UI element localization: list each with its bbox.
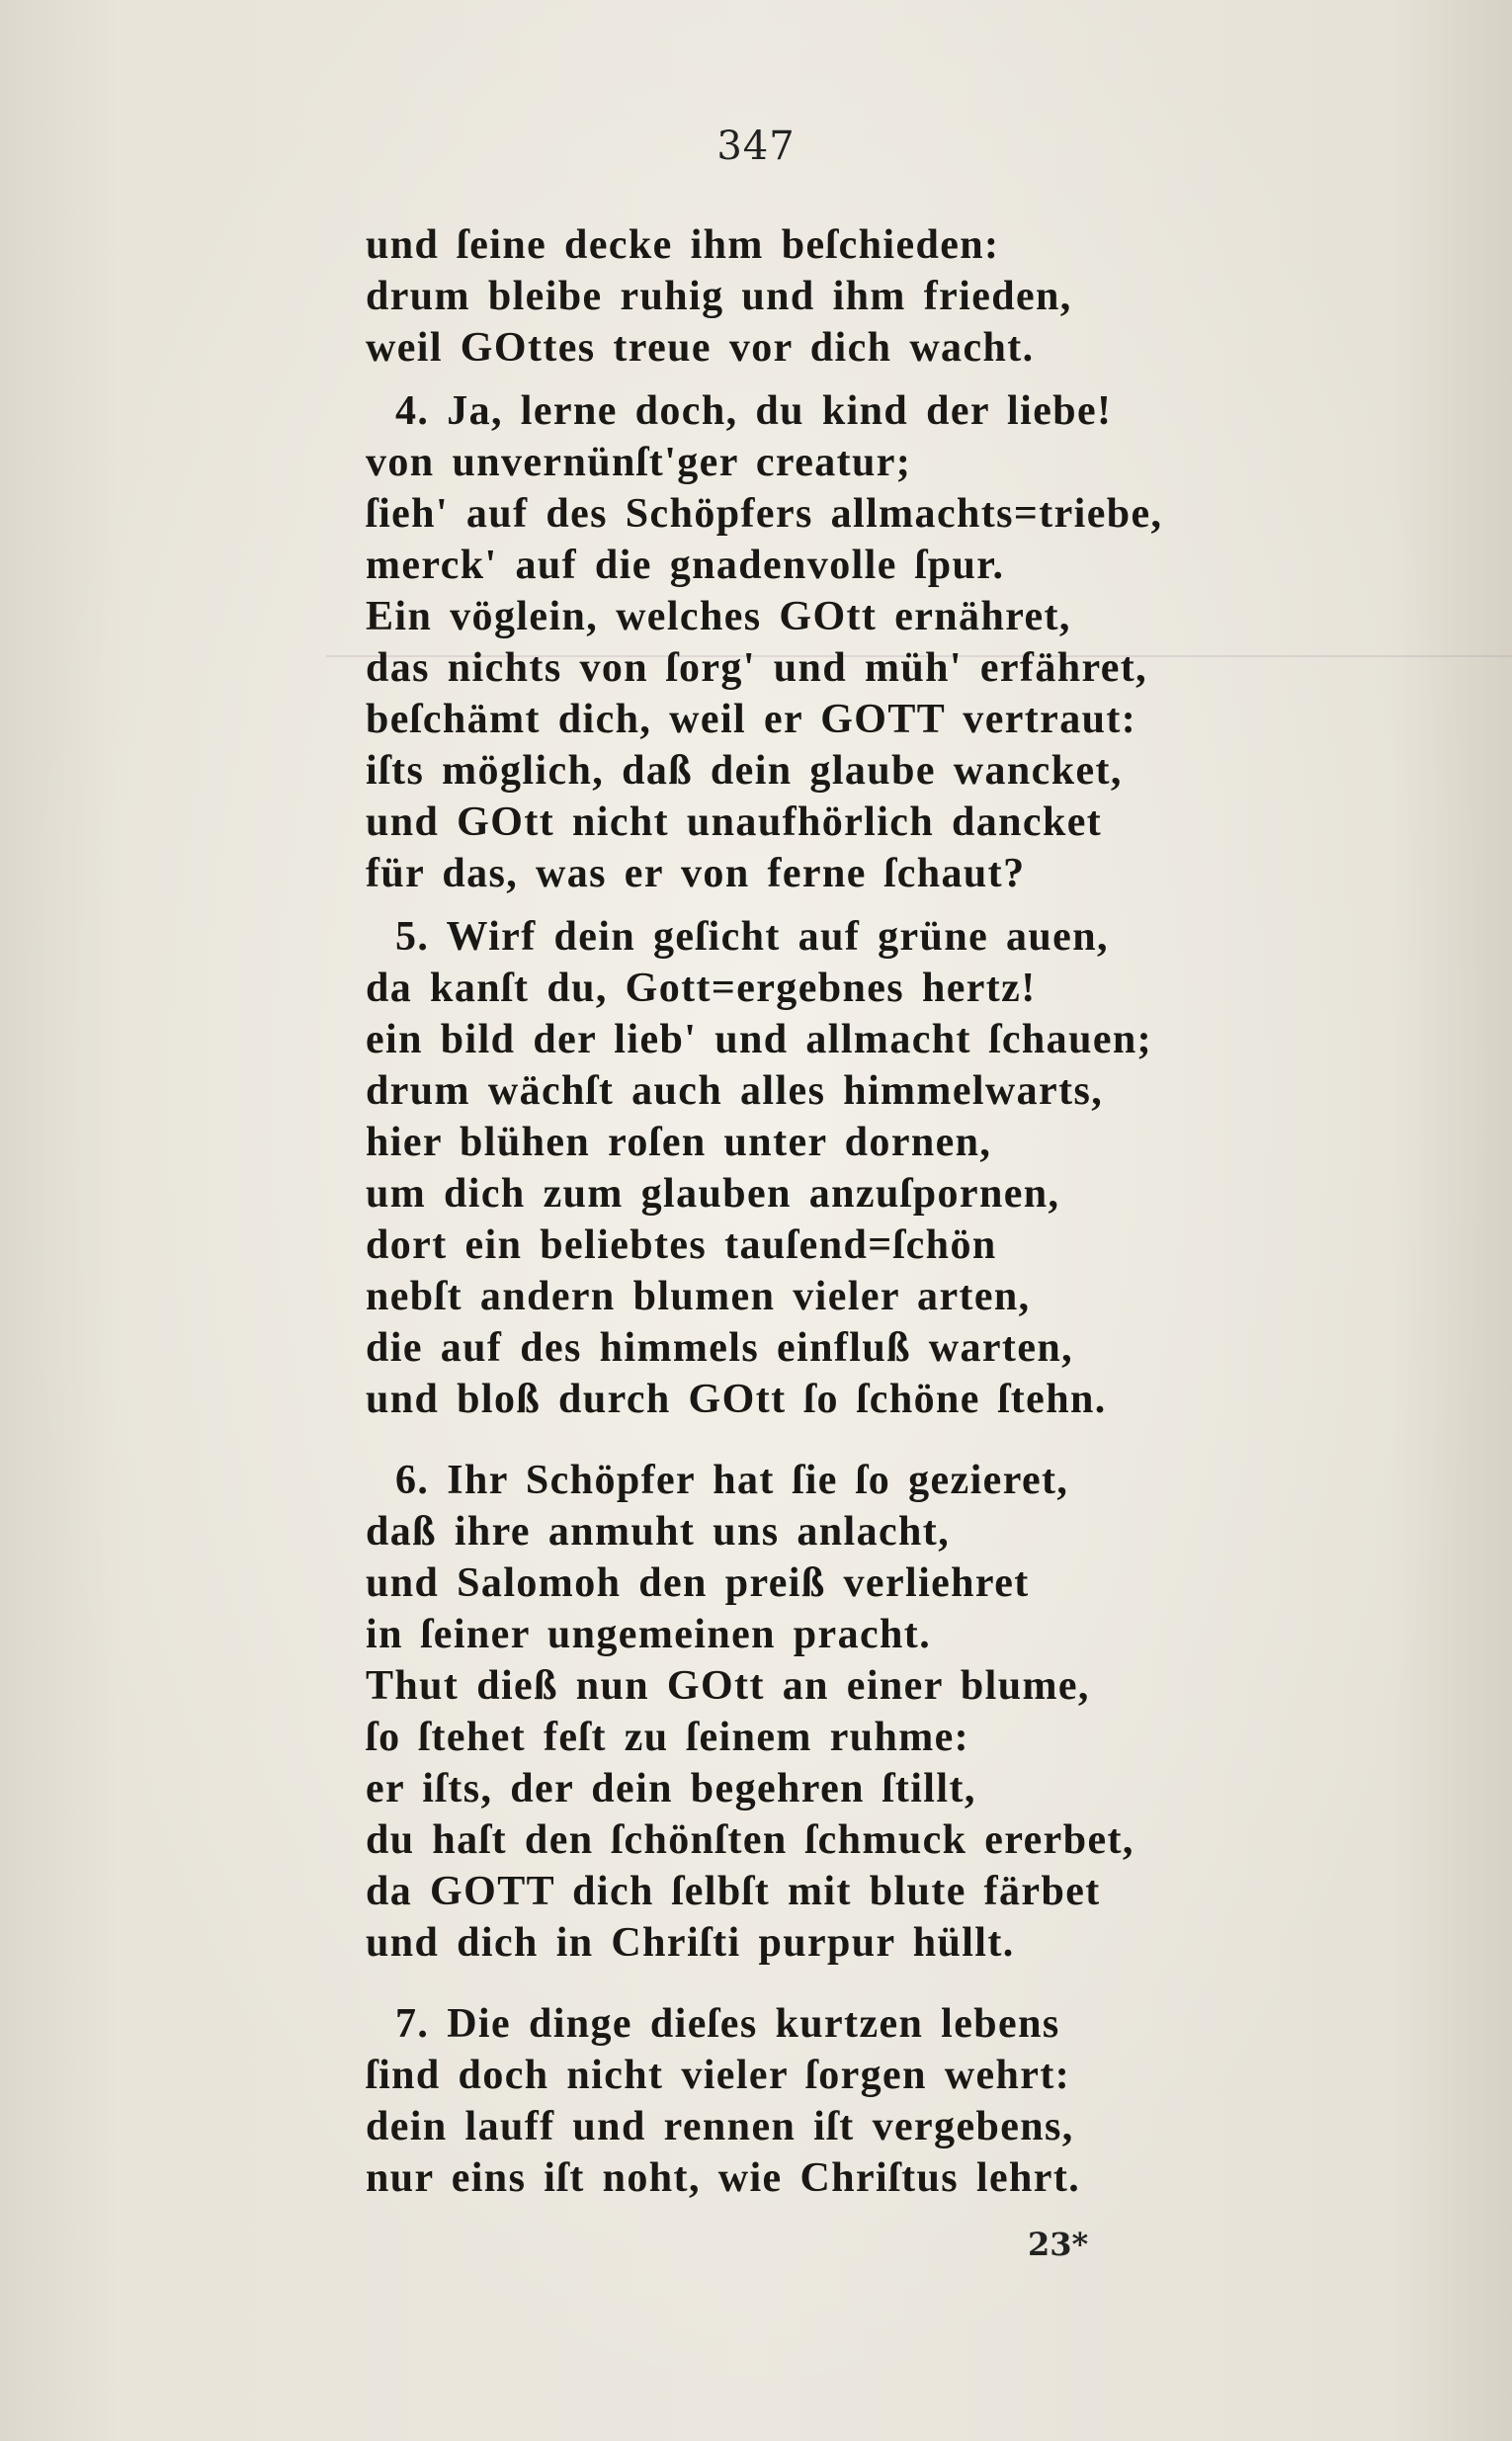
verse-line-first: 7. Die dinge dieſes kurtzen lebens: [395, 2001, 1060, 2047]
stanza-5: [366, 911, 1413, 1425]
verse-line: merck' auf die gnadenvolle ſpur.: [366, 543, 1005, 588]
verse-line: die auf des himmels einfluß warten,: [366, 1325, 1074, 1371]
verse-line: iſts möglich, daß dein glaube wancket,: [366, 748, 1123, 794]
verse-line: und GOtt nicht unaufhörlich dancket: [366, 800, 1103, 845]
stanza-7: [366, 1998, 1413, 2204]
verse-line-first: 4. Ja, lerne doch, du kind der liebe!: [395, 388, 1113, 434]
verse-line: beſchämt dich, weil er GOTT vertraut:: [366, 697, 1137, 742]
verse-line: weil GOttes treue vor dich wacht.: [366, 325, 1035, 371]
verse-line: um dich zum glauben anzuſpornen,: [366, 1171, 1060, 1217]
verse-line: und Salomoh den preiß verliehret: [366, 1560, 1030, 1606]
verse-line: da kanſt du, Gott=ergebnes hertz!: [366, 966, 1037, 1011]
verse-line: ein bild der lieb' und allmacht ſchauen;: [366, 1017, 1153, 1062]
verse-line-first: 6. Ihr Schöpfer hat ſie ſo gezieret,: [395, 1458, 1069, 1503]
verse-line: nur eins iſt noht, wie Chriſtus lehrt.: [366, 2155, 1081, 2201]
verse-line: da GOTT dich ſelbſt mit blute färbet: [366, 1869, 1101, 1914]
verse-line: ſo ſtehet feſt zu ſeinem ruhme:: [366, 1715, 970, 1760]
stanza-4: [366, 385, 1413, 899]
verse-line: Thut dieß nun GOtt an einer blume,: [366, 1663, 1090, 1709]
verse-line: das nichts von ſorg' und müh' erfähret,: [366, 645, 1148, 691]
verse-line: ſieh' auf des Schöpfers allmachts=triebe,: [366, 491, 1163, 537]
verse-line: in ſeiner ungemeinen pracht.: [366, 1612, 932, 1657]
verse-line-first: 5. Wirf dein geſicht auf grüne auen,: [395, 914, 1109, 960]
verse-line: drum bleibe ruhig und ihm frieden,: [366, 274, 1072, 319]
verse-line: du haſt den ſchönſten ſchmuck ererbet,: [366, 1817, 1134, 1863]
verse-line: dort ein beliebtes tauſend=ſchön: [366, 1222, 997, 1268]
verse-line: dein lauff und rennen iſt vergebens,: [366, 2104, 1074, 2149]
verse-line: Ein vöglein, welches GOtt ernähret,: [366, 594, 1071, 639]
verse-line: hier blühen roſen unter dornen,: [366, 1120, 992, 1165]
verse-line: für das, was er von ferne ſchaut?: [366, 851, 1026, 896]
stanza-6: [366, 1455, 1413, 1969]
verse-line: und dich in Chriſti purpur hüllt.: [366, 1920, 1015, 1966]
page-number: 347: [716, 124, 796, 169]
verse-line: er iſts, der dein begehren ſtillt,: [366, 1766, 976, 1811]
hymn-text: [366, 219, 1413, 2204]
verse-line: von unvernünſt'ger creatur;: [366, 440, 912, 485]
verse-line: daß ihre anmuht uns anlacht,: [366, 1509, 951, 1555]
verse-line: und bloß durch GOtt ſo ſchöne ſtehn.: [366, 1377, 1107, 1422]
verse-line: und ſeine decke ihm beſchieden:: [366, 222, 1000, 268]
verse-line: drum wächſt auch alles himmelwarts,: [366, 1068, 1104, 1114]
verse-line: nebſt andern blumen vieler arten,: [366, 1274, 1031, 1319]
stanza-continuation: [366, 219, 1413, 374]
verse-line: ſind doch nicht vieler ſorgen wehrt:: [366, 2053, 1071, 2098]
signature-mark: 23*: [1028, 2226, 1089, 2263]
